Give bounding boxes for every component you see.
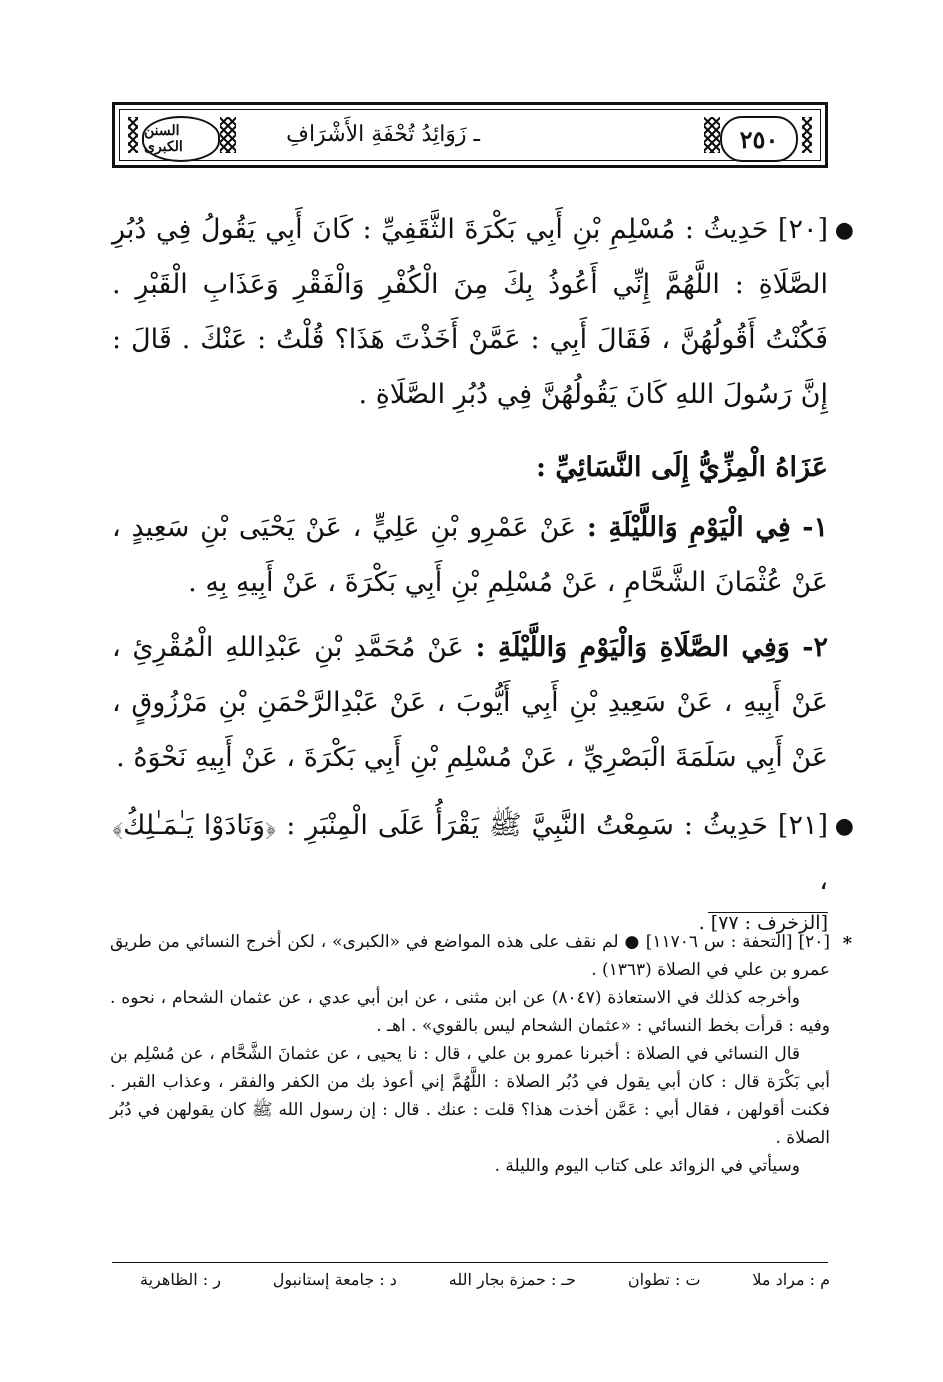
header-frame <box>119 109 821 161</box>
ornament-right-inner <box>704 117 720 153</box>
footnote-line: قال النسائي في الصلاة : أخبرنا عمرو بن علي ، قال : نا يحيى ، عن عثمانَ الشَّحَّام ، عن مُسْلِم بن أبي بَكْرَة قال : كان أبي يقول في دُبُر الصلاة : اللَّهُمَّ إني أعوذ بك من الكفر والفقر ، وعذاب القبر . فكنت أقولهن ، فقال أبي : عَمَّن أخذت هذا؟ قلت : عنك . قال : إن رسول الله ﷺ كان يقولهن في دُبُر الصلاة . <box>110 1044 830 1148</box>
footnote-line: [٢٠] [التحفة : س ١١٧٠٦] ● لم نقف على هذه المواضع في «الكبرى» ، لكن أخرج النسائي من طريق عمرو بن علي في الصلاة (١٣٦٣) . <box>110 932 830 980</box>
footnotes <box>110 928 852 1180</box>
item-1-text: عَنْ عَمْرِو بْنِ عَلِيٍّ ، عَنْ يَحْيَى بْنِ سَعِيدٍ ، عَنْ عُثْمَانَ الشَّحَّامِ ، عَنْ مُسْلِمِ بْنِ أَبِي بَكْرَةَ ، عَنْ أَبِيهِ بِهِ . <box>112 512 828 598</box>
hadith-21-ref: [الزخرف : ٧٧] . <box>698 912 828 934</box>
book-logo: السنن الكبرى <box>142 116 220 162</box>
bullet-icon: ● <box>834 218 854 243</box>
ornament-right-outer <box>802 117 812 153</box>
attribution-heading: عَزَاهُ الْمِزِّيُّ إِلَى النَّسَائِيِّ : <box>535 452 828 483</box>
hadith-21 <box>112 798 854 938</box>
footnote-separator <box>708 912 828 913</box>
ornament-left-inner <box>220 117 236 153</box>
manuscript-legend <box>140 1270 830 1289</box>
legend-item: ت : تطوان <box>627 1270 701 1289</box>
attribution-section <box>112 440 828 495</box>
legend-item: م : مراد ملا <box>752 1270 830 1289</box>
attribution-item-2 <box>112 620 828 785</box>
asterisk-icon: * <box>842 933 852 954</box>
legend-item: د : جامعة إستانبول <box>272 1270 397 1289</box>
legend-item: حـ : حمزة بجار الله <box>448 1270 576 1289</box>
footnote-line: وأخرجه كذلك في الاستعاذة (٨٠٤٧) عن ابن مثنى ، عن ابن أبي عدي ، عن عثمان الشحام ، نحوه . وفيه : قرأت بخط النسائي : «عثمان الشحام ليس بالقوي» . اهـ . <box>110 988 830 1036</box>
page-header <box>112 102 828 168</box>
item-2-text: عَنْ مُحَمَّدِ بْنِ عَبْدِاللهِ الْمُقْرِئِ ، عَنْ أَبِيهِ ، عَنْ سَعِيدِ بْنِ أَبِي أَيُّوبَ ، عَنْ عَبْدِالرَّحْمَنِ بْنِ مَرْزُوقٍ ، عَنْ أَبِي سَلَمَةَ الْبَصْرِيِّ ، عَنْ مُسْلِمِ بْنِ أَبِي بَكْرَةَ ، عَنْ أَبِيهِ نَحْوَهُ . <box>112 632 828 773</box>
item-2-label: ٢- وَفِي الصَّلَاةِ وَالْيَوْمِ وَاللَّيْلَةِ : <box>475 632 828 663</box>
hadith-20-text: [٢٠] حَدِيثُ : مُسْلِمِ بْنِ أَبِي بَكْرَةَ الثَّقَفِيِّ : كَانَ أَبِي يَقُولُ فِي دُبُرِ الصَّلَاةِ : اللَّهُمَّ إِنِّي أَعُوذُ بِكَ مِنَ الْكُفْرِ وَالْفَقْرِ وَعَذَابِ الْقَبْرِ . فَكُنْتُ أَقُولُهُنَّ ، فَقَالَ أَبِي : عَمَّنْ أَخَذْتَ هَذَا؟ قُلْتُ : عَنْكَ . قَالَ : إِنَّ رَسُولَ اللهِ كَانَ يَقُولُهُنَّ فِي دُبُرِ الصَّلَاةِ . <box>112 214 828 410</box>
running-title: ـ زَوَائِدُ تُحْفَةِ الأَشْرَافِ <box>286 122 480 147</box>
hadith-20 <box>112 202 854 422</box>
footnote-line: وسيأتي في الزوائد على كتاب اليوم والليلة . <box>494 1156 800 1176</box>
legend-separator <box>112 1262 828 1263</box>
item-1-label: ١- فِي الْيَوْمِ وَاللَّيْلَةِ : <box>586 512 828 543</box>
bullet-icon: ● <box>834 814 854 839</box>
hadith-21-text: [٢١] حَدِيثُ : سَمِعْتُ النَّبِيَّ ﷺ يَقْرَأُ عَلَى الْمِنْبَرِ : ﴿وَنَادَوْا يَـٰمَـٰلِكُ﴾ ، <box>112 810 828 896</box>
page-number: ٢٥٠ <box>720 116 798 162</box>
legend-item: ر : الظاهرية <box>140 1270 221 1289</box>
ornament-left-outer <box>128 117 138 153</box>
attribution-item-1 <box>112 500 828 610</box>
